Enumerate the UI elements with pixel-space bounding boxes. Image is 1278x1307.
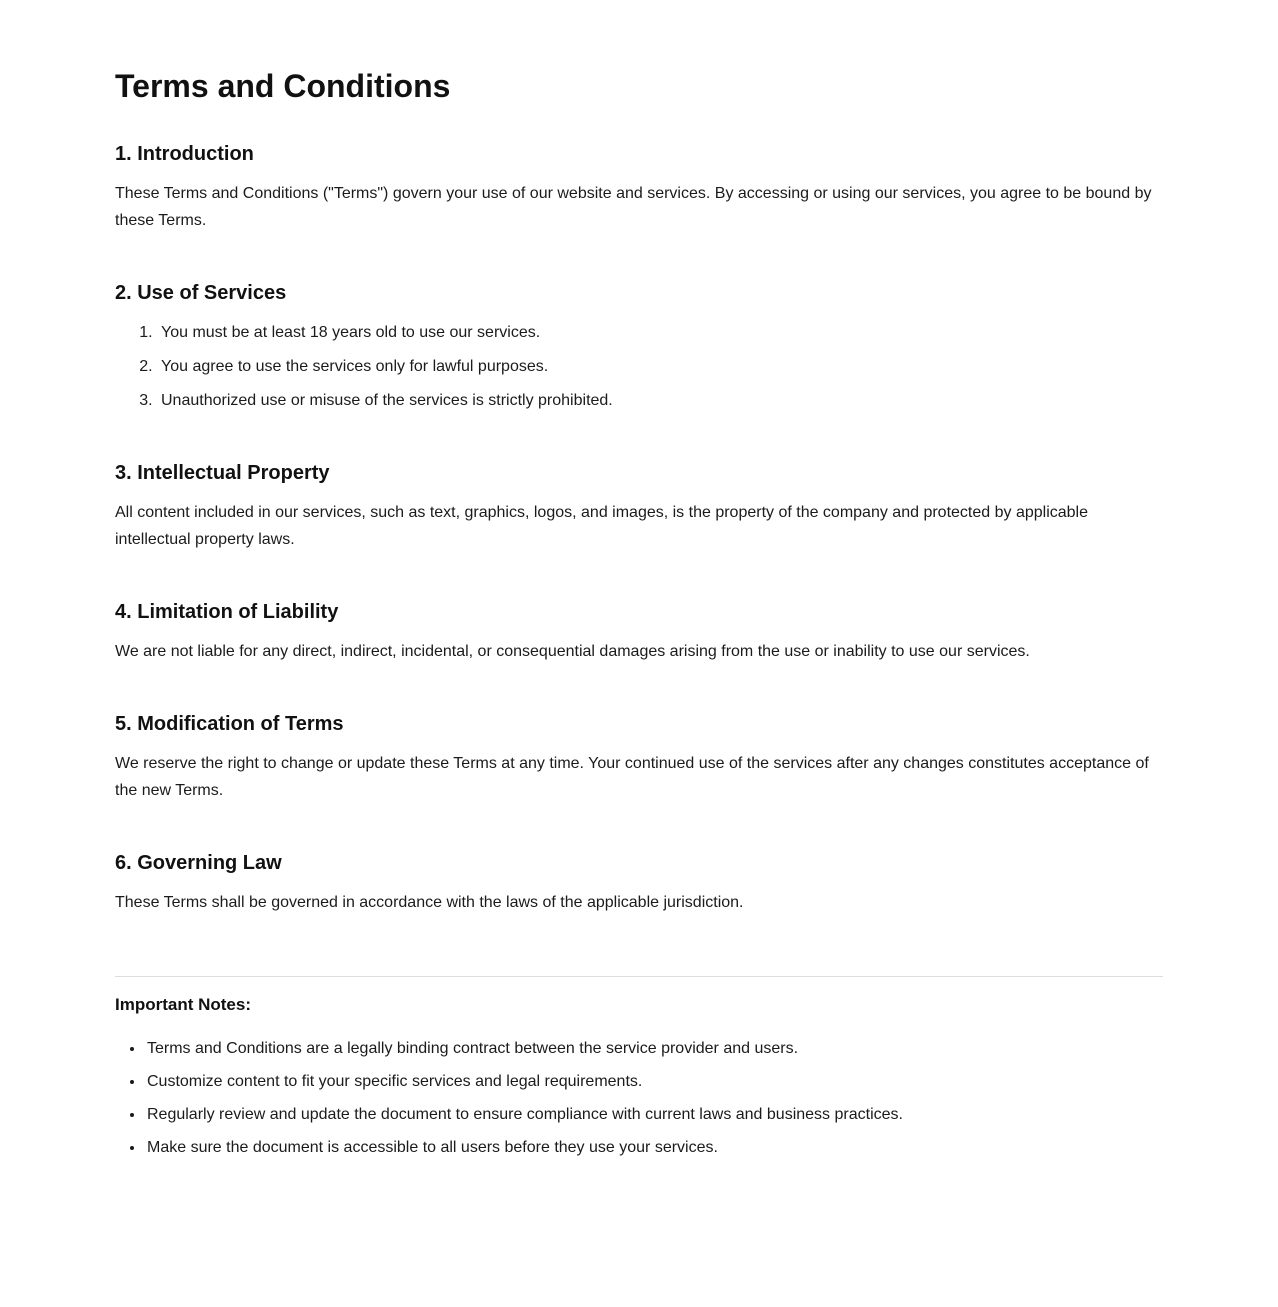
section-body-governing-law: These Terms shall be governed in accordance with the laws of the applicable jurisdiction. bbox=[115, 894, 744, 911]
list-item: • Regularly review and update the document to ensure compliance with current laws and business practices. bbox=[145, 1101, 1163, 1128]
list-item: 3. Unauthorized use or misuse of the services is strictly prohibited. bbox=[157, 387, 1163, 414]
section-heading-limitation-of-liability: 4. Limitation of Liability bbox=[115, 601, 339, 623]
section-body-modification-of-terms: We reserve the right to change or update these Terms at any time. Your continued use of the services after any changes constitutes acceptance of the new Terms. bbox=[115, 755, 1149, 799]
list-item: 2. You agree to use the services only for lawful purposes. bbox=[157, 353, 1163, 380]
section-body-limitation-of-liability: We are not liable for any direct, indirect, incidental, or consequential damages arising from the use or inability to use our services. bbox=[115, 643, 1030, 660]
important-notes-heading: Important Notes: bbox=[115, 995, 251, 1014]
list-item: • Terms and Conditions are a legally binding contract between the service provider and users. bbox=[145, 1035, 1163, 1062]
important-notes-section bbox=[115, 995, 1163, 1161]
section-divider bbox=[115, 976, 1163, 977]
section-governing-law bbox=[115, 852, 1163, 916]
section-heading-introduction: 1. Introduction bbox=[115, 143, 254, 165]
list-item: • Make sure the document is accessible to all users before they use your services. bbox=[145, 1134, 1163, 1161]
section-heading-modification-of-terms: 5. Modification of Terms bbox=[115, 713, 344, 735]
section-heading-use-of-services: 2. Use of Services bbox=[115, 282, 287, 304]
section-use-of-services bbox=[115, 282, 1163, 414]
list-item: 1. You must be at least 18 years old to use our services. bbox=[157, 319, 1163, 346]
section-body-introduction: These Terms and Conditions ("Terms") govern your use of our website and services. By accessing or using our services, you agree to be bound by these Terms. bbox=[115, 185, 1152, 229]
use-of-services-list bbox=[115, 319, 1163, 414]
important-notes-list bbox=[115, 1035, 1163, 1161]
section-heading-intellectual-property: 3. Intellectual Property bbox=[115, 462, 330, 484]
section-heading-governing-law: 6. Governing Law bbox=[115, 852, 282, 874]
section-limitation-of-liability bbox=[115, 601, 1163, 665]
terms-document bbox=[115, 0, 1163, 1307]
section-intellectual-property bbox=[115, 462, 1163, 553]
section-modification-of-terms bbox=[115, 713, 1163, 804]
section-introduction bbox=[115, 143, 1163, 234]
list-item: • Customize content to fit your specific services and legal requirements. bbox=[145, 1068, 1163, 1095]
page-title: Terms and Conditions bbox=[115, 68, 451, 104]
section-body-intellectual-property: All content included in our services, such as text, graphics, logos, and images, is the property of the company and protected by applicable intellectual property laws. bbox=[115, 504, 1088, 548]
